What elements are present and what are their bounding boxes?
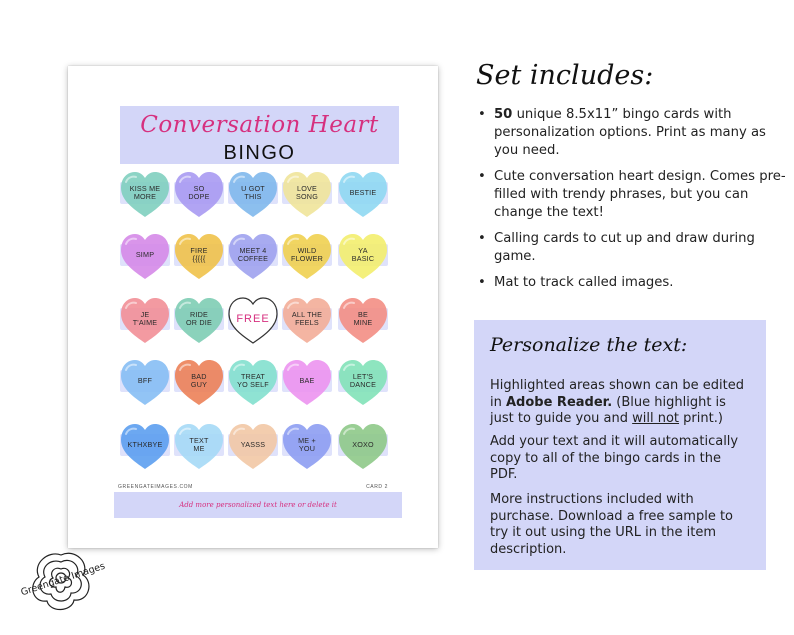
feature-item (476, 274, 786, 292)
heart-label: FIRE {{{{{ (190, 246, 208, 263)
heart-cell (172, 420, 226, 472)
set-includes-heading: Set includes: (476, 60, 654, 91)
heart-cell (280, 168, 334, 220)
heart-cell (336, 230, 390, 282)
heart-cell (118, 356, 172, 408)
heart-label: YASSS (240, 440, 266, 449)
site-url: GREENGATEIMAGES.COM (118, 484, 193, 490)
footer-text: Add more personalized text here or delete it (179, 501, 337, 509)
edit-instructions: Highlighted areas shown can be edited in Adobe Reader. (Blue highlight is just to guide you and will not print.) (490, 378, 745, 426)
heart-cell (172, 294, 226, 346)
heart-label: SO DOPE (188, 184, 210, 201)
heart-label: FREE (236, 313, 270, 325)
heart-cell (280, 356, 334, 408)
heart-label: JE T'AIME (132, 310, 158, 327)
feature-text: Calling cards to cut up and draw during game. (494, 231, 755, 264)
heart-cell (280, 294, 334, 346)
heart-label: TREAT YO SELF (237, 372, 269, 389)
heart-label: TEXT ME (189, 436, 209, 453)
heart-cell (118, 230, 172, 282)
more-instructions: More instructions included with purchase. Download a free sample to try it out using the URL in the item description. (490, 492, 734, 557)
heart-cell (118, 168, 172, 220)
personalize-heading: Personalize the text: (490, 334, 688, 356)
footer-band (114, 492, 402, 518)
heart-cell (172, 356, 226, 408)
copy-instructions: Add your text and it will automatically copy to all of the bingo cards in the PDF. (490, 434, 739, 482)
bingo-card-preview (68, 66, 438, 548)
feature-list (476, 106, 786, 300)
heart-cell (118, 420, 172, 472)
personalize-panel (474, 320, 766, 570)
feature-item (476, 230, 786, 266)
heart-cell (336, 356, 390, 408)
card-subtitle: BINGO (223, 142, 296, 164)
heart-label: LET'S DANCE (349, 372, 377, 389)
feature-text: unique 8.5x11” bingo cards with personalization options. Print as many as you need. (494, 107, 766, 158)
heart-cell (226, 168, 280, 220)
heart-cell (226, 356, 280, 408)
heart-label: BAE (299, 376, 315, 385)
card-title: Conversation Heart (140, 112, 379, 138)
logo-text: Greengate Images (19, 560, 107, 599)
bingo-grid (118, 168, 390, 471)
heart-cell (280, 420, 334, 472)
heart-label: ALL THE FEELS (291, 310, 323, 327)
feature-count: 50 (494, 107, 513, 122)
heart-label: SIMP (135, 250, 155, 259)
heart-cell (336, 294, 390, 346)
heart-label: BAD GUY (190, 372, 208, 389)
heart-label: BFF (137, 376, 153, 385)
feature-item (476, 106, 786, 160)
heart-cell (172, 230, 226, 282)
heart-label: KISS ME MORE (129, 184, 161, 201)
heart-label: LOVE SONG (296, 184, 318, 201)
heart-label: XOXO (352, 440, 374, 449)
heart-cell (280, 230, 334, 282)
feature-text: Cute conversation heart design. Comes pre-filled with trendy phrases, but you can change the text! (494, 169, 786, 220)
feature-item (476, 168, 786, 222)
heart-cell (172, 168, 226, 220)
heart-cell (336, 420, 390, 472)
heart-cell (226, 230, 280, 282)
heart-cell (226, 294, 280, 346)
heart-label: KTHXBYE (127, 440, 163, 449)
heart-cell (336, 168, 390, 220)
heart-label: YA BASIC (351, 246, 375, 263)
heart-label: ME + YOU (298, 436, 316, 453)
heart-label: MEET 4 COFFEE (237, 246, 269, 263)
heart-label: WILD FLOWER (291, 246, 323, 263)
heart-cell (226, 420, 280, 472)
card-number: CARD 2 (366, 484, 388, 490)
feature-text: Mat to track called images. (494, 275, 674, 290)
heart-label: U GOT THIS (241, 184, 265, 201)
heart-label: BE MINE (353, 310, 373, 327)
heart-cell (118, 294, 172, 346)
title-band (120, 106, 399, 164)
heart-label: BESTIE (349, 188, 377, 197)
heart-label: RIDE OR DIE (186, 310, 212, 327)
